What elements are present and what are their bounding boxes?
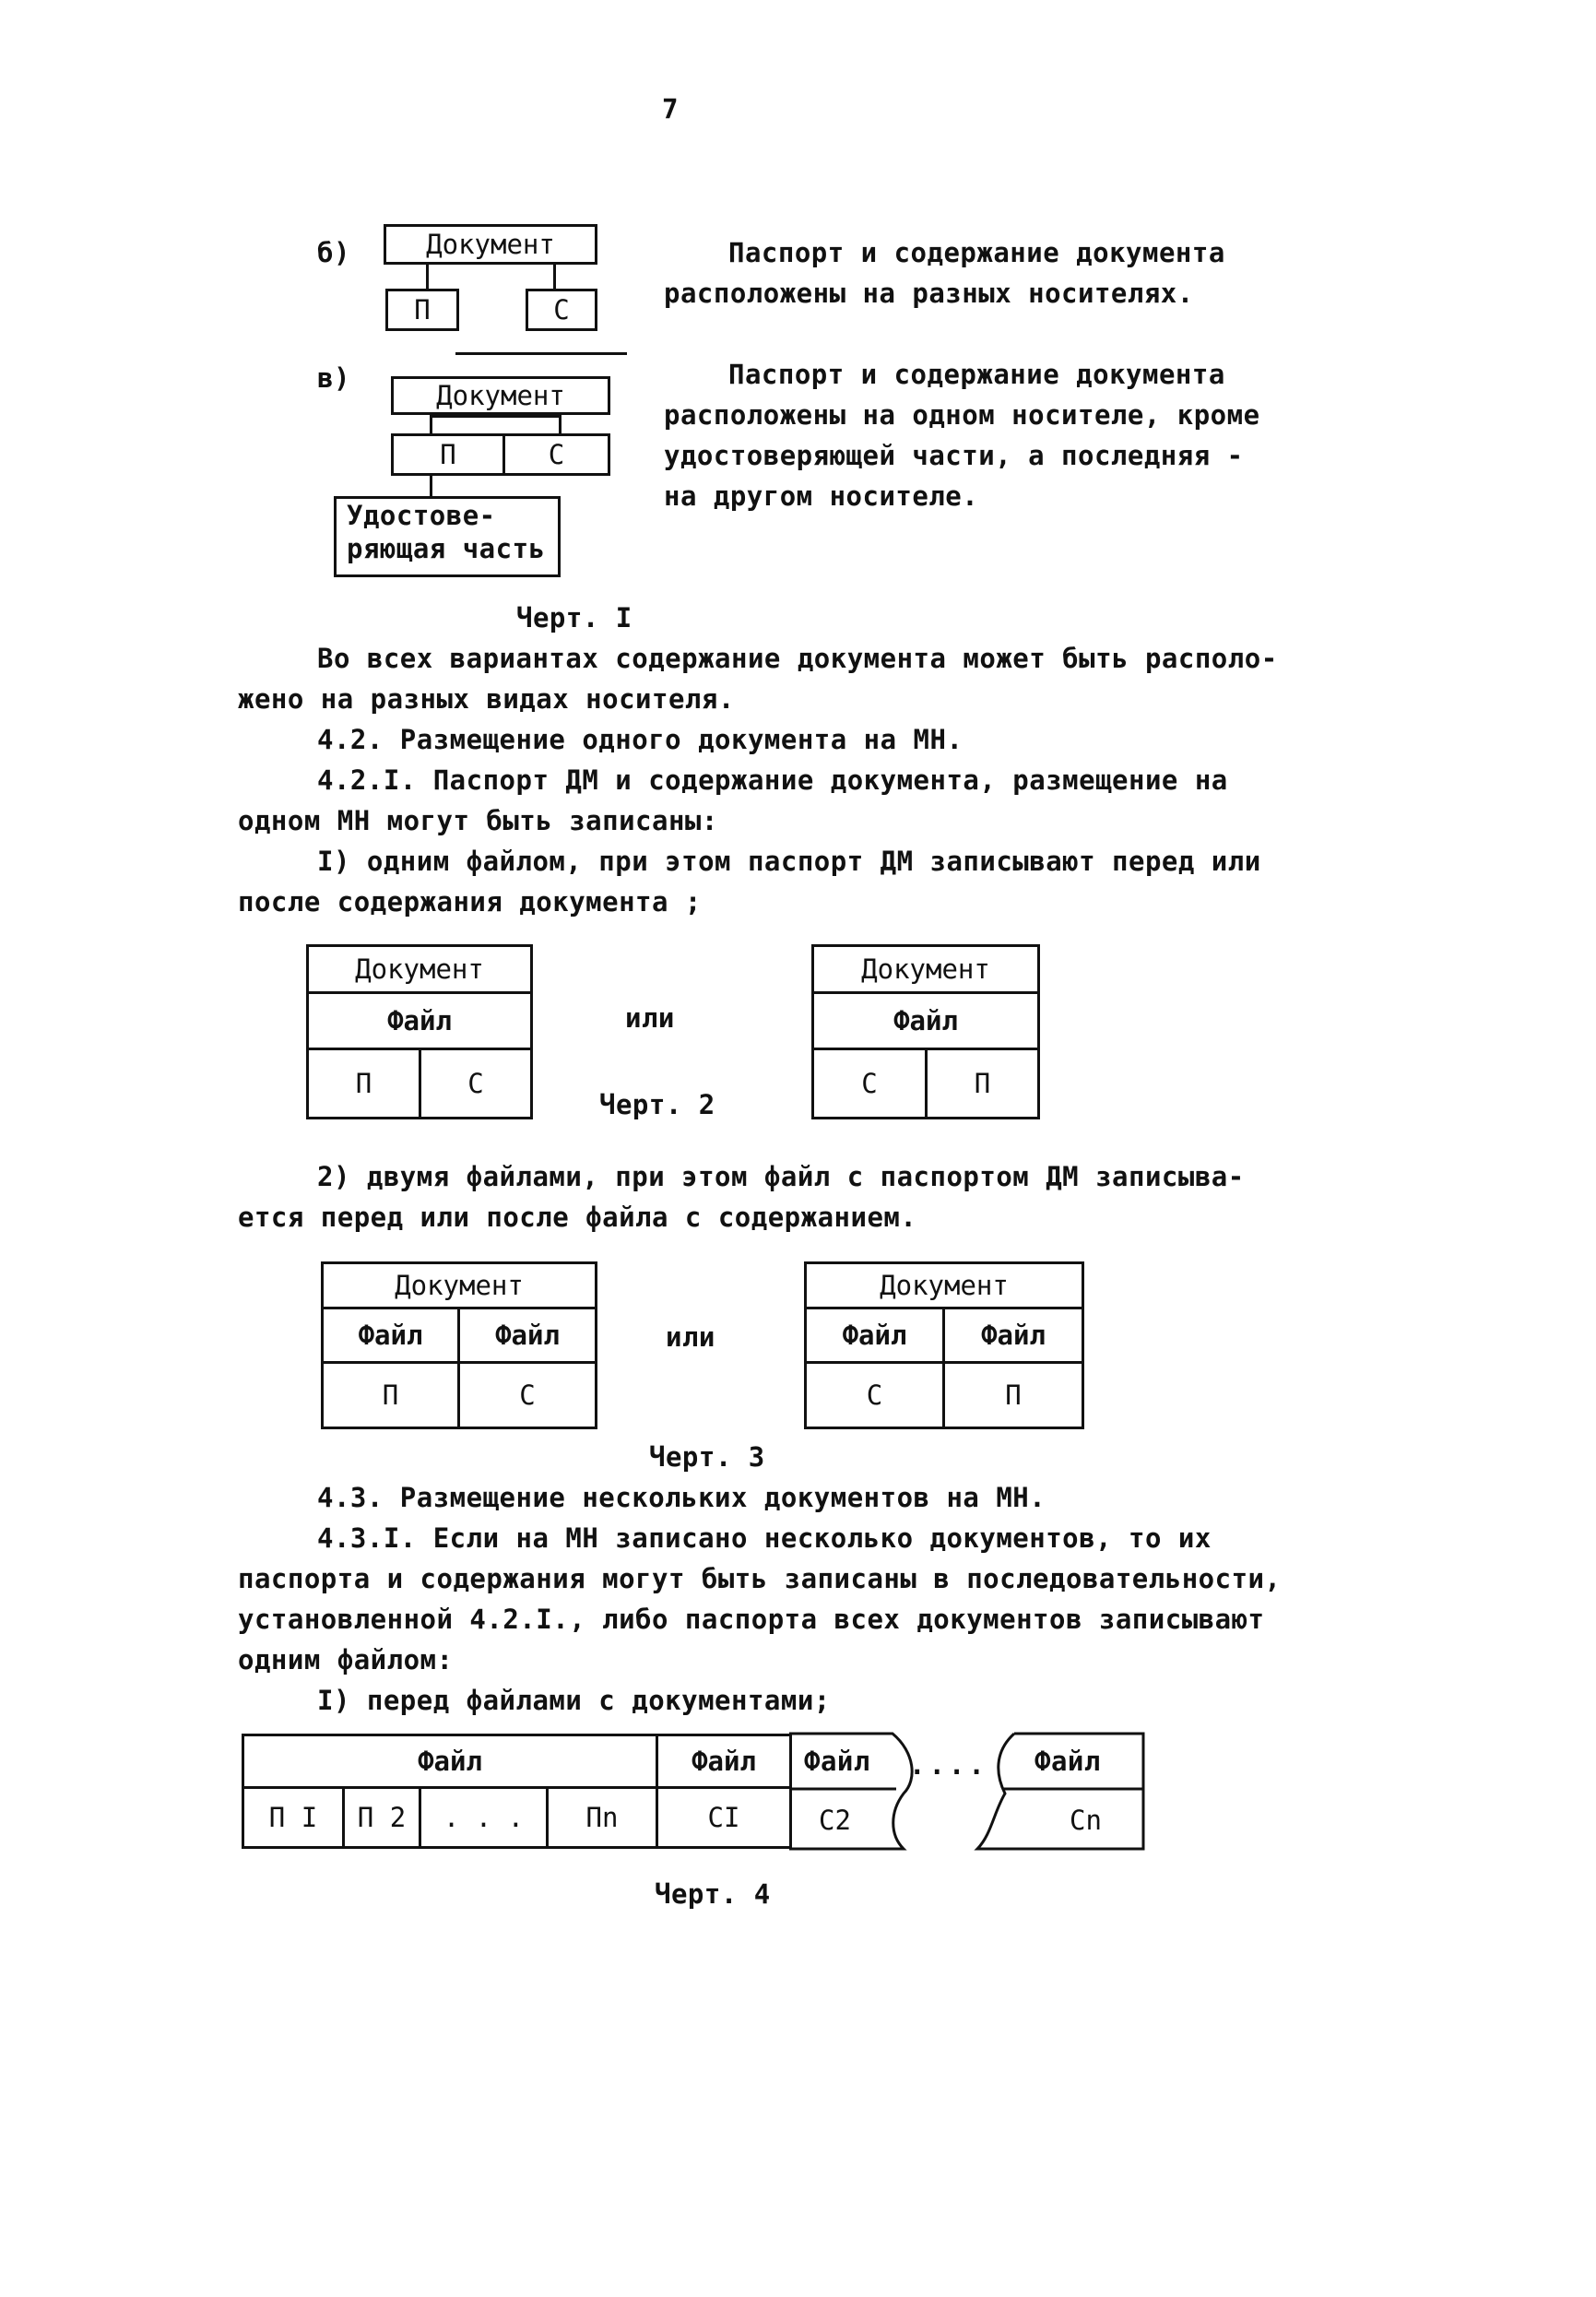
fig3-right-file-2-label: Файл <box>981 1320 1046 1351</box>
fig2-or-label: или <box>625 1002 675 1034</box>
section-heading-4-2: 4.2. Размещение одного документа на МН. <box>317 724 964 755</box>
fig1-v-text-line: расположены на одном носителе, кроме <box>664 399 1260 431</box>
fig4-content-2-label: C2 <box>819 1805 851 1836</box>
fig1-v-certifying-label: Удостове- <box>347 500 496 531</box>
fig1-v-certifying-label: ряющая часть <box>347 533 546 564</box>
fig4-content-1-file-label: Файл <box>692 1746 756 1777</box>
fig4-passports-file-label: Файл <box>418 1746 482 1777</box>
fig1-v-text-line: Паспорт и содержание документа <box>728 359 1225 390</box>
fig2-left-file-label: Файл <box>387 1005 452 1036</box>
fig1-b-content-label: С <box>553 294 570 326</box>
paragraph-line: 4.2.I. Паспорт ДМ и содержание документа, размещение на <box>317 764 1228 796</box>
fig3-left-file-2-label: Файл <box>495 1320 560 1351</box>
paragraph-line: одном МН могут быть записаны: <box>238 805 718 836</box>
fig2-right-cell-2-label: П <box>974 1068 991 1099</box>
fig1-v-text-line: на другом носителе. <box>664 480 979 512</box>
paragraph-line: 4.3.I. Если на МН записано несколько документов, то их <box>317 1522 1212 1554</box>
fig4-passport-dots-label: . . . <box>443 1802 525 1833</box>
fig3-left-document-label: Документ <box>395 1270 524 1301</box>
list-item-line: I) одним файлом, при этом паспорт ДМ записывают перед или <box>317 846 1261 877</box>
fig3-right-file-1-label: Файл <box>842 1320 907 1351</box>
figure-1-caption: Черт. I <box>516 602 632 633</box>
section-heading-4-3: 4.3. Размещение нескольких документов на МН. <box>317 1482 1046 1513</box>
variant-b-label: б) <box>317 237 350 268</box>
fig2-left-document-label: Документ <box>355 953 484 985</box>
fig3-left-cell-2-label: С <box>519 1379 536 1411</box>
fig4-passport-1-label: П I <box>268 1802 318 1833</box>
figure-2-caption: Черт. 2 <box>599 1089 715 1120</box>
fig4-passport-2-label: П 2 <box>357 1802 407 1833</box>
fig3-or-label: или <box>666 1321 715 1353</box>
paragraph-line: Во всех вариантах содержание документа может быть располо- <box>317 643 1278 674</box>
fig1-b-document-label: Документ <box>426 229 555 260</box>
list-item-line: 2) двумя файлами, при этом файл с паспортом ДМ записыва- <box>317 1161 1245 1192</box>
list-item-line: ется перед или после файла с содержанием. <box>238 1202 917 1233</box>
fig3-left-cell-1-label: П <box>382 1379 399 1411</box>
fig3-right-cell-2-label: П <box>1005 1379 1022 1411</box>
fig2-left-cell-2-label: С <box>467 1068 484 1099</box>
list-item-line: I) перед файлами с документами; <box>317 1685 831 1716</box>
fig2-right-file-label: Файл <box>893 1005 958 1036</box>
fig4-content-n-file-label: Файл <box>1034 1746 1101 1777</box>
fig1-v-content-label: С <box>548 439 565 470</box>
fig2-right-document-label: Документ <box>861 953 990 985</box>
fig3-left-file-1-label: Файл <box>358 1320 423 1351</box>
fig4-content-2-file-label: Файл <box>804 1746 870 1777</box>
figure-4-caption: Черт. 4 <box>655 1878 771 1910</box>
fig3-right-cell-1-label: С <box>866 1379 883 1411</box>
fig2-right-cell-1-label: С <box>861 1068 878 1099</box>
figure-3-caption: Черт. 3 <box>649 1441 765 1473</box>
paragraph-line: жено на разных видах носителя. <box>238 683 735 715</box>
fig1-b-text-line: Паспорт и содержание документа <box>728 237 1225 268</box>
fig2-left-cell-1-label: П <box>355 1068 372 1099</box>
fig4-content-1-label: CI <box>707 1802 740 1833</box>
fig1-b-text-line: расположены на разных носителях. <box>664 278 1194 309</box>
variant-v-label: в) <box>317 362 350 394</box>
list-item-line: после содержания документа ; <box>238 886 702 918</box>
paragraph-line: паспорта и содержания могут быть записаны в последовательности, <box>238 1563 1282 1594</box>
fig1-b-passport-label: П <box>414 294 431 326</box>
fig3-right-document-label: Документ <box>880 1270 1009 1301</box>
fig1-v-document-label: Документ <box>436 380 565 411</box>
fig4-content-n-label: Cn <box>1070 1805 1102 1836</box>
fig1-v-text-line: удостоверяющей части, а последняя - <box>664 440 1244 471</box>
fig1-v-passport-label: П <box>440 439 456 470</box>
page-number: 7 <box>662 93 679 124</box>
fig4-ellipsis: .... <box>909 1749 988 1781</box>
paragraph-line: установленной 4.2.I., либо паспорта всех документов записывают <box>238 1604 1265 1635</box>
paragraph-line: одним файлом: <box>238 1644 454 1675</box>
fig4-passport-n-label: Пn <box>585 1802 619 1833</box>
